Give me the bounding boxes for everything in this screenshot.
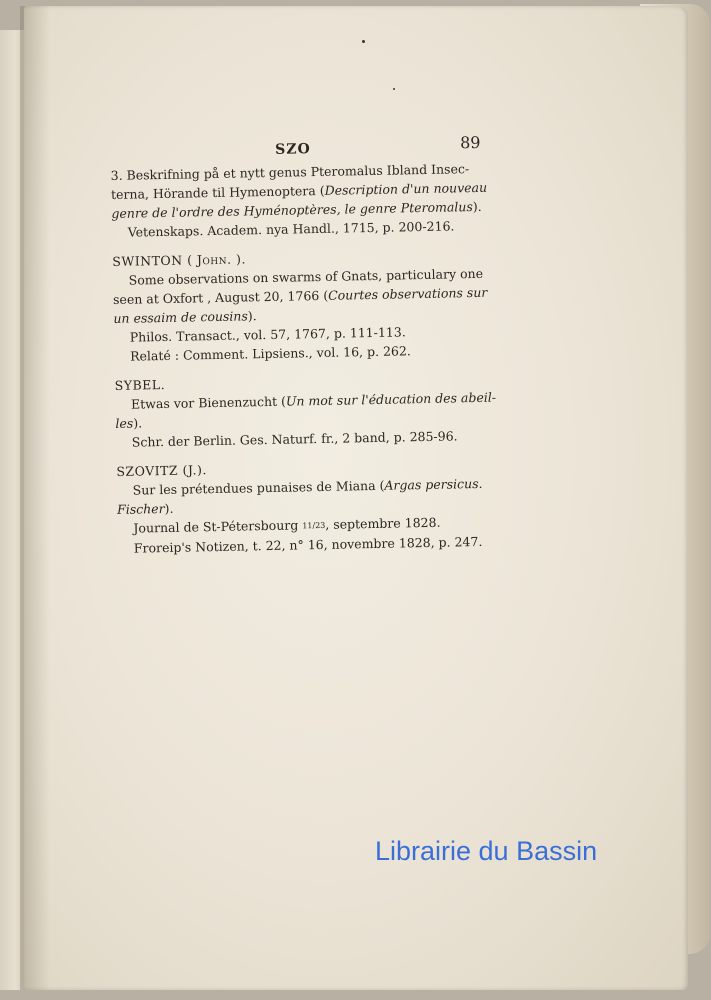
entry-line: Some observations on swarms of Gnats, particulary one (128, 265, 484, 288)
seller-watermark: Librairie du Bassin (375, 836, 598, 866)
entry-text: , septembre 1828. (325, 514, 441, 532)
entry-text: Journal de St-Pétersbourg (133, 517, 299, 536)
entry-text: Etwas vor Bienenzucht ( (130, 393, 287, 412)
date-fraction: 11/23 (302, 520, 326, 531)
entry-text: terna, Hörande til Hymenoptera ( (110, 182, 325, 202)
bibliography-entry (110, 159, 491, 242)
entry-text: Sur les prétendues punaises de Miana ( (132, 477, 385, 498)
entry-italic-text: Argas persicus. (384, 475, 483, 493)
entry-line: Relaté : Comment. Lipsiens., vol. 16, p. 262. (130, 343, 411, 364)
entry-text: seen at Oxfort , August 20, 1766 ( (112, 287, 329, 307)
entry-italic-text: genre de l'ordre des Hyménoptères, le genre Pteromalus (111, 199, 473, 221)
bibliography-entry (115, 369, 496, 452)
entry-text: ). (133, 415, 143, 431)
entry-italic-text: Un mot sur l'éducation des abeil- (285, 389, 497, 409)
entry-line: Vetenskaps. Academ. nya Handl., 1715, p. 200-216. (127, 218, 455, 240)
page-number: 89 (459, 132, 481, 153)
bibliography-entry (116, 455, 498, 558)
entry-author: SZOVITZ (J.). (116, 462, 207, 479)
entry-line: Froreip's Notizen, t. 22, n° 16, novembre 1828, p. 247. (133, 533, 483, 556)
entry-author: SYBEL. (114, 376, 166, 393)
entry-line: 3. Beskrifning på et nytt genus Pteromalus Ibland Insec- (110, 161, 470, 183)
entry-text: ). (472, 198, 482, 215)
entry-text: ). (164, 500, 174, 517)
entry-text: ). (247, 308, 257, 324)
gutter-shadow (20, 6, 50, 990)
bibliography-entry (112, 245, 494, 366)
ink-speck (393, 88, 395, 90)
page-text (110, 133, 498, 568)
entry-italic-text: Courtes observations sur (327, 284, 488, 303)
entry-author: SWINTON ( John. ). (112, 251, 246, 269)
entry-italic-text: un essaim de cousins (113, 308, 248, 326)
running-title: SZO (275, 141, 311, 158)
entry-line: Schr. der Berlin. Ges. Naturf. fr., 2 band, p. 285-96. (131, 428, 458, 450)
entry-italic-text: Fischer (116, 501, 165, 517)
entry-italic-text: Description d'un nouveau (324, 179, 488, 198)
entry-italic-text: les (115, 415, 134, 431)
ink-speck (362, 40, 365, 43)
entry-line: Philos. Transact., vol. 57, 1767, p. 111-113. (129, 324, 406, 345)
